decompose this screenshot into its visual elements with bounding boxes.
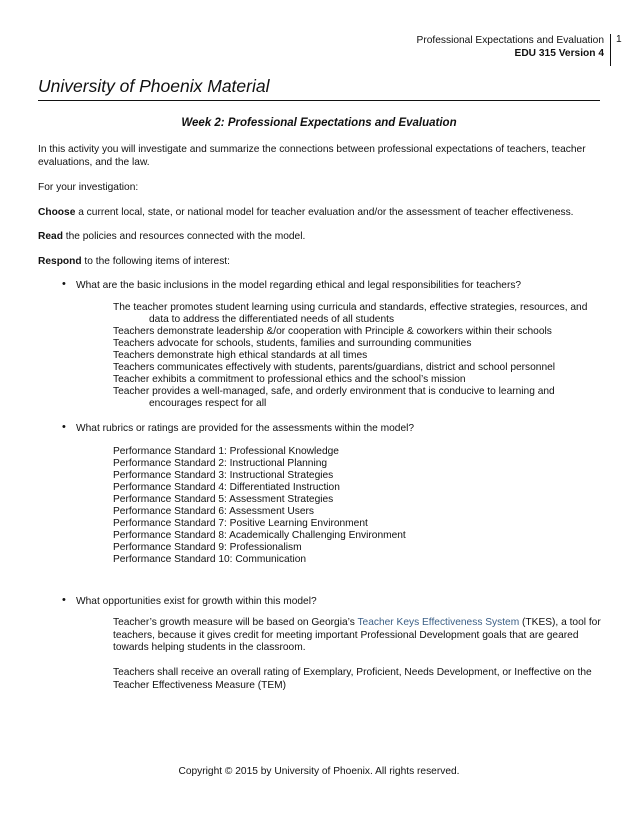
respond-bold: Respond [38, 256, 82, 267]
choose-rest: a current local, state, or national model for teacher evaluation and/or the assessment of teacher effectiveness. [75, 207, 574, 218]
answer-line: The teacher promotes student learning using curricula and standards, effective strategies, resources, and [113, 302, 588, 313]
rubric-line: Performance Standard 7: Positive Learning Environment [113, 518, 368, 529]
growth-pre: Teacher’s growth measure will be based on Georgia’s [113, 617, 358, 628]
growth-paragraph [113, 617, 605, 655]
bullet-3-symbol: • [62, 594, 66, 606]
bullet-1-answers [113, 302, 605, 410]
copyright-footer: Copyright © 2015 by University of Phoenix. All rights reserved. [178, 766, 460, 777]
answer-line: Teachers advocate for schools, students, families and surrounding communities [113, 338, 472, 349]
read-rest: the policies and resources connected with the model. [62, 231, 306, 242]
answer-line: Teachers communicates effectively with students, parents/guardians, district and school personnel [113, 362, 556, 373]
rubric-line: Performance Standard 1: Professional Knowledge [113, 446, 339, 457]
heading-rule [38, 100, 600, 101]
week-title: Week 2: Professional Expectations and Evaluation [181, 117, 457, 129]
read-bold: Read [38, 231, 63, 242]
bullet-2-answers [113, 446, 605, 566]
read-paragraph [38, 230, 604, 243]
answer-line: encourages respect for all [149, 398, 267, 409]
bullet-3-question: What opportunities exist for growth within this model? [76, 596, 317, 607]
respond-rest: to the following items of interest: [81, 256, 230, 267]
rubric-line: Performance Standard 3: Instructional Strategies [113, 470, 334, 481]
respond-paragraph [38, 255, 604, 268]
org-heading: University of Phoenix Material [38, 76, 270, 96]
rating-paragraph: Teachers shall receive an overall rating of Exemplary, Proficient, Needs Development, or Ineffective on the Teacher Effectiveness Measure (TEM) [113, 667, 592, 691]
answer-line: Teacher provides a well-managed, safe, and orderly environment that is conducive to learning and [113, 386, 555, 397]
answer-line: Teacher exhibits a commitment to professional ethics and the school’s mission [113, 374, 466, 385]
rubric-line: Performance Standard 6: Assessment Users [113, 506, 315, 517]
tkes-link[interactable]: Teacher Keys Effectiveness System [357, 617, 520, 628]
header-title: Professional Expectations and Evaluation [416, 35, 604, 46]
answer-line: data to address the differentiated needs of all students [149, 314, 395, 325]
bullet-1-symbol: • [62, 278, 66, 290]
bullet-2-symbol: • [62, 421, 66, 433]
answer-line: Teachers demonstrate high ethical standards at all times [113, 350, 368, 361]
bullet-1-question: What are the basic inclusions in the model regarding ethical and legal responsibilities for teachers? [76, 280, 522, 291]
page-number: 1 [616, 34, 622, 45]
answer-line: Teachers demonstrate leadership &/or cooperation with Principle & coworkers within their schools [113, 326, 552, 337]
intro-paragraph: In this activity you will investigate and summarize the connections between professional expectations of teachers, teacher evaluations, and the law. [38, 144, 586, 168]
growth-post: (TKES), a tool for teachers, because it gives credit for meeting important Professional Development goals that are geared towards helping students in the classroom. [113, 617, 601, 653]
choose-paragraph [38, 206, 604, 219]
rubric-line: Performance Standard 9: Professionalism [113, 542, 302, 553]
header-course: EDU 315 Version 4 [514, 48, 604, 59]
choose-bold: Choose [38, 207, 76, 218]
rubric-line: Performance Standard 10: Communication [113, 554, 307, 565]
bullet-2-question: What rubrics or ratings are provided for the assessments within the model? [76, 423, 415, 434]
investigation-label: For your investigation: [38, 182, 139, 193]
rubric-line: Performance Standard 8: Academically Challenging Environment [113, 530, 406, 541]
rubric-line: Performance Standard 2: Instructional Planning [113, 458, 328, 469]
rubric-line: Performance Standard 5: Assessment Strategies [113, 494, 334, 505]
rubric-line: Performance Standard 4: Differentiated Instruction [113, 482, 340, 493]
header-divider [610, 34, 611, 66]
